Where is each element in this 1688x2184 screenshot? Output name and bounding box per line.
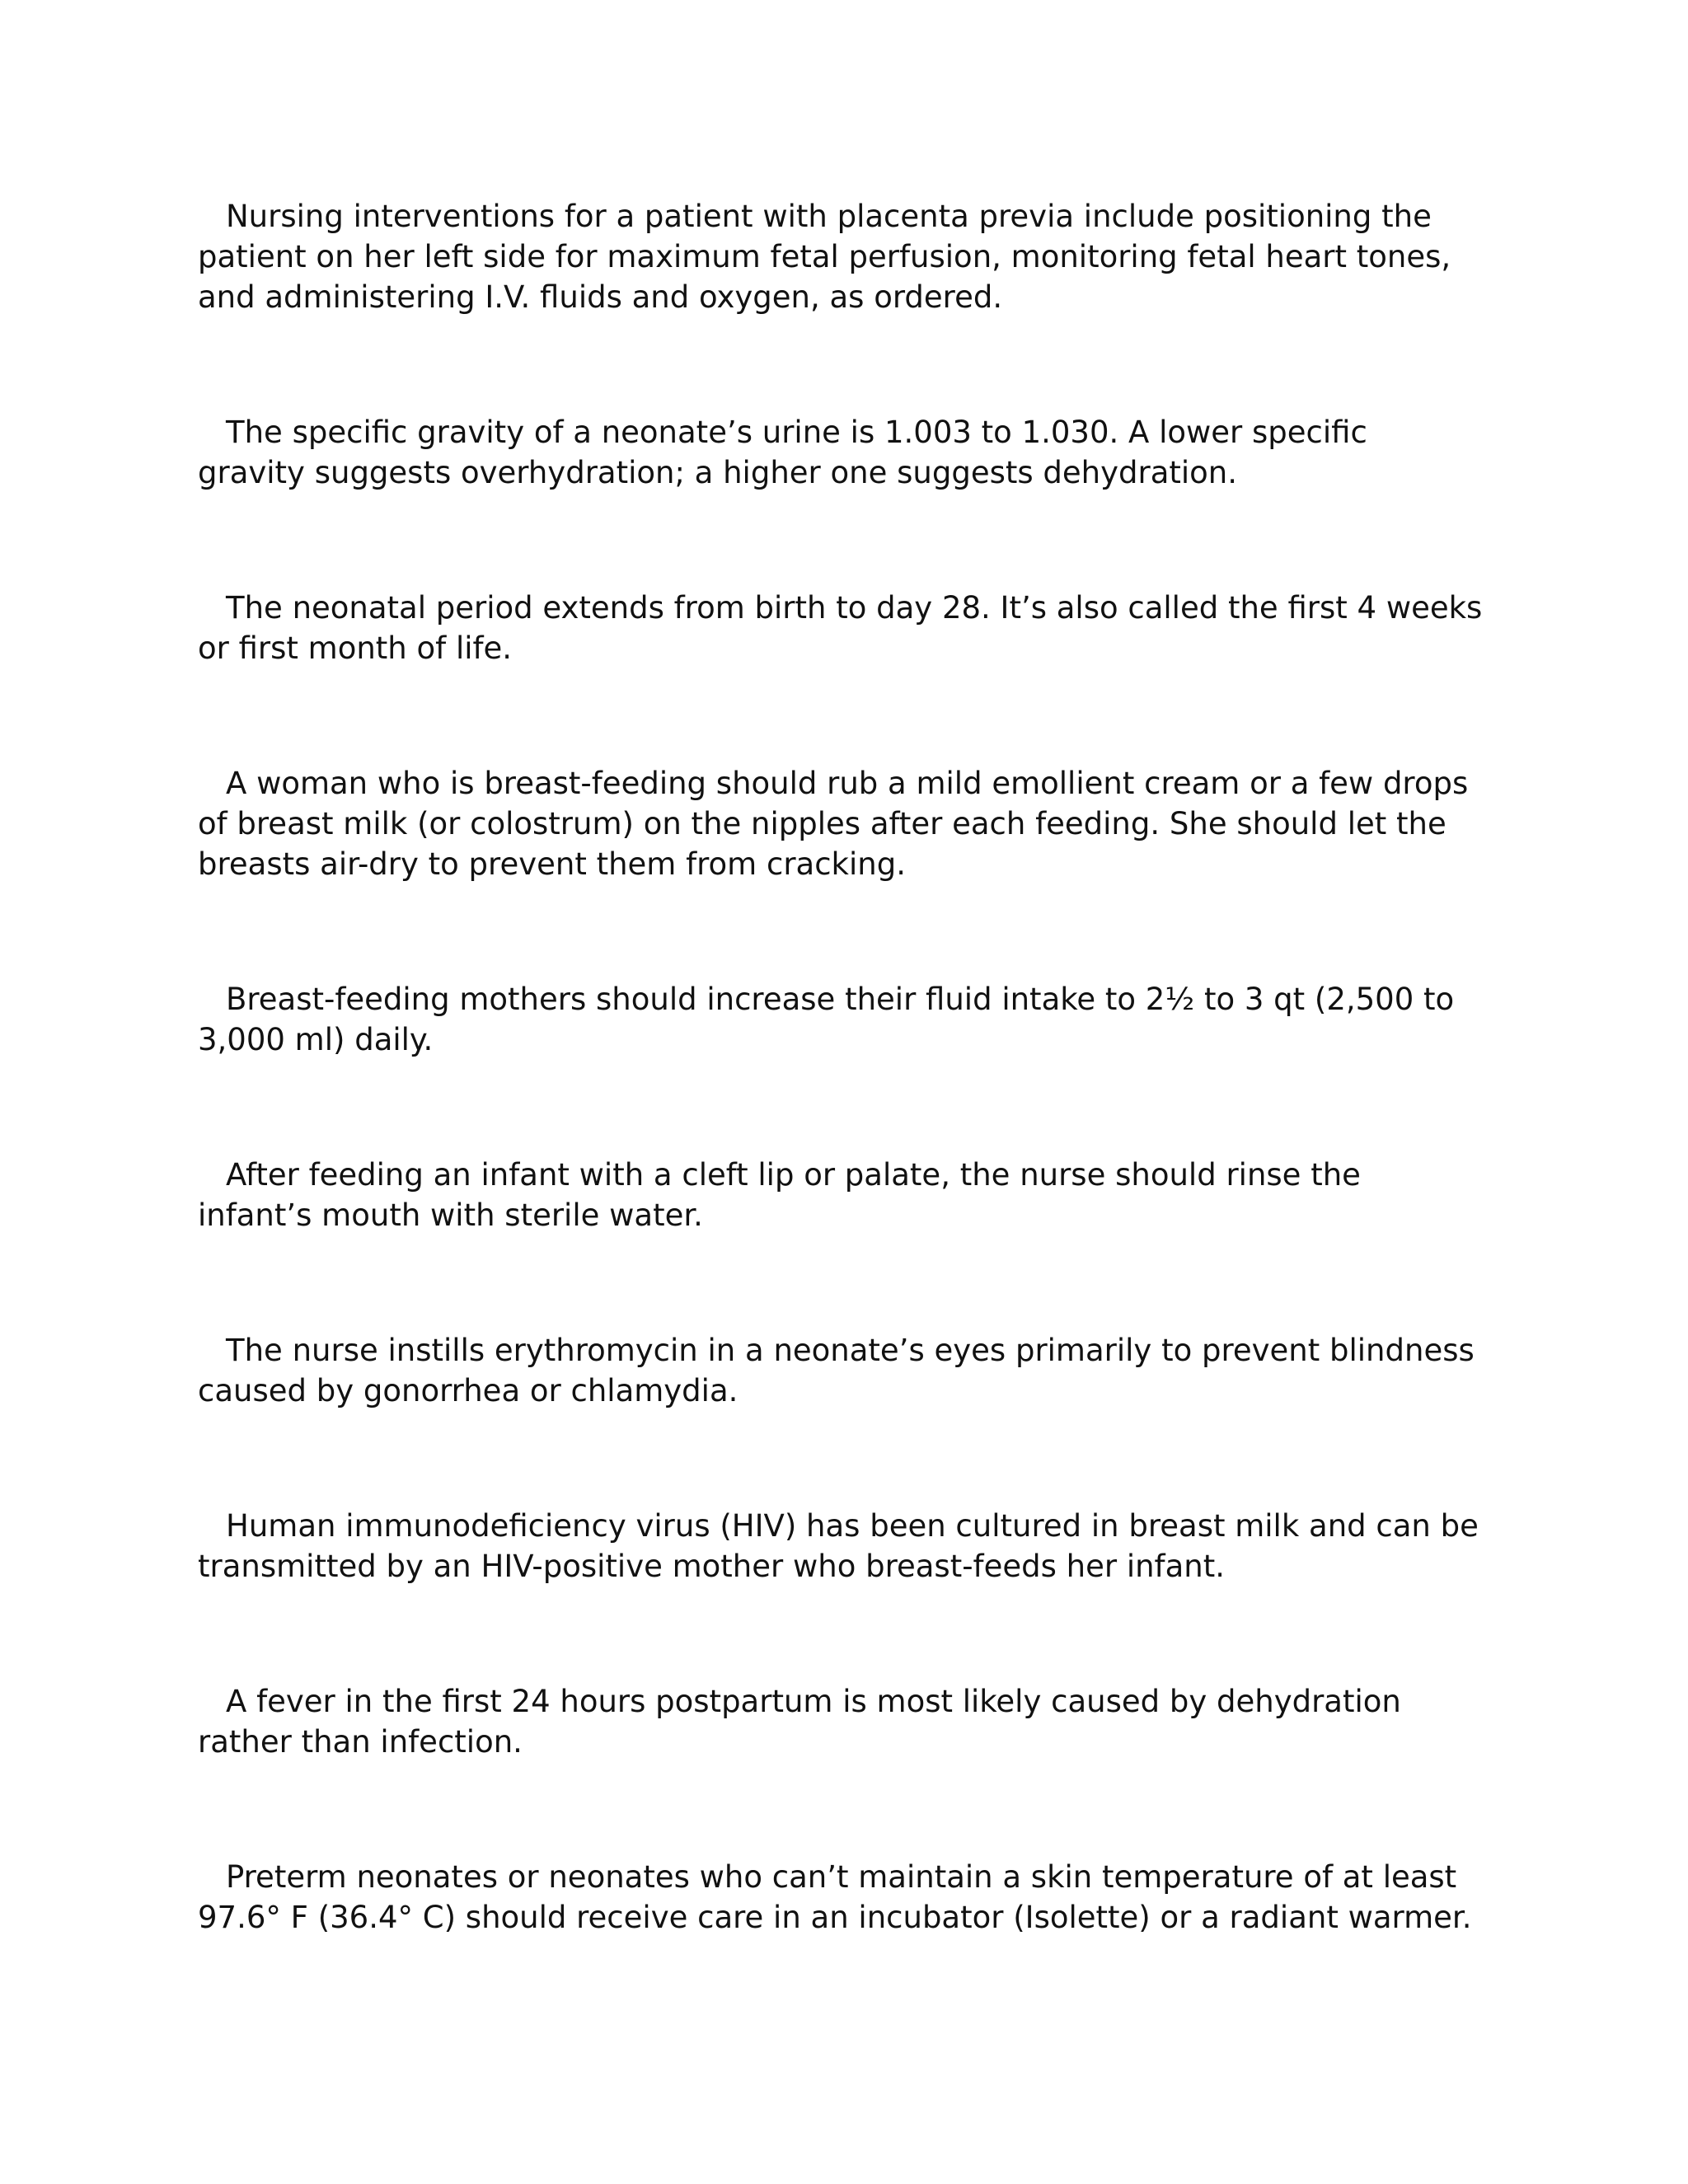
paragraph-postpartum-fever: A fever in the first 24 hours postpartum is most likely caused by dehydration rather than infection. bbox=[198, 1684, 1401, 1760]
paragraph-nipple-care: A woman who is breast-feeding should rub a mild emollient cream or a few drops of breast milk (or colostrum) on the nipples after each feeding. She should let the breasts air-dry to prevent them from cracking. bbox=[198, 766, 1469, 882]
paragraph-urine-specific-gravity: The specific gravity of a neonate’s urine is 1.003 to 1.030. A lower specific gravity suggests overhydration; a higher one suggests dehydration. bbox=[198, 415, 1367, 490]
document-body bbox=[198, 196, 1484, 1938]
paragraph-preterm-incubator: Preterm neonates or neonates who can’t maintain a skin temperature of at least 97.6° F (36.4° C) should receive care in an incubator (Isolette) or a radiant warmer. bbox=[198, 1859, 1472, 1935]
paragraph-fluid-intake: Breast-feeding mothers should increase their fluid intake to 2½ to 3 qt (2,500 to 3,000 ml) daily. bbox=[198, 982, 1455, 1057]
paragraph-neonatal-period: The neonatal period extends from birth to day 28. It’s also called the first 4 weeks or first month of life. bbox=[198, 590, 1483, 666]
paragraph-hiv-breast-milk: Human immunodeficiency virus (HIV) has been cultured in breast milk and can be transmitted by an HIV-positive mother who breast-feeds her infant. bbox=[198, 1508, 1479, 1584]
paragraph-placenta-previa: Nursing interventions for a patient with placenta previa include positioning the patient on her left side for maximum fetal perfusion, monitoring fetal heart tones, and administering I.V. fluids and oxygen, as ordered. bbox=[198, 199, 1451, 315]
paragraph-cleft-lip-feeding: After feeding an infant with a cleft lip or palate, the nurse should rinse the infant’s mouth with sterile water. bbox=[198, 1157, 1361, 1233]
paragraph-erythromycin: The nurse instills erythromycin in a neonate’s eyes primarily to prevent blindness caused by gonorrhea or chlamydia. bbox=[198, 1333, 1475, 1408]
